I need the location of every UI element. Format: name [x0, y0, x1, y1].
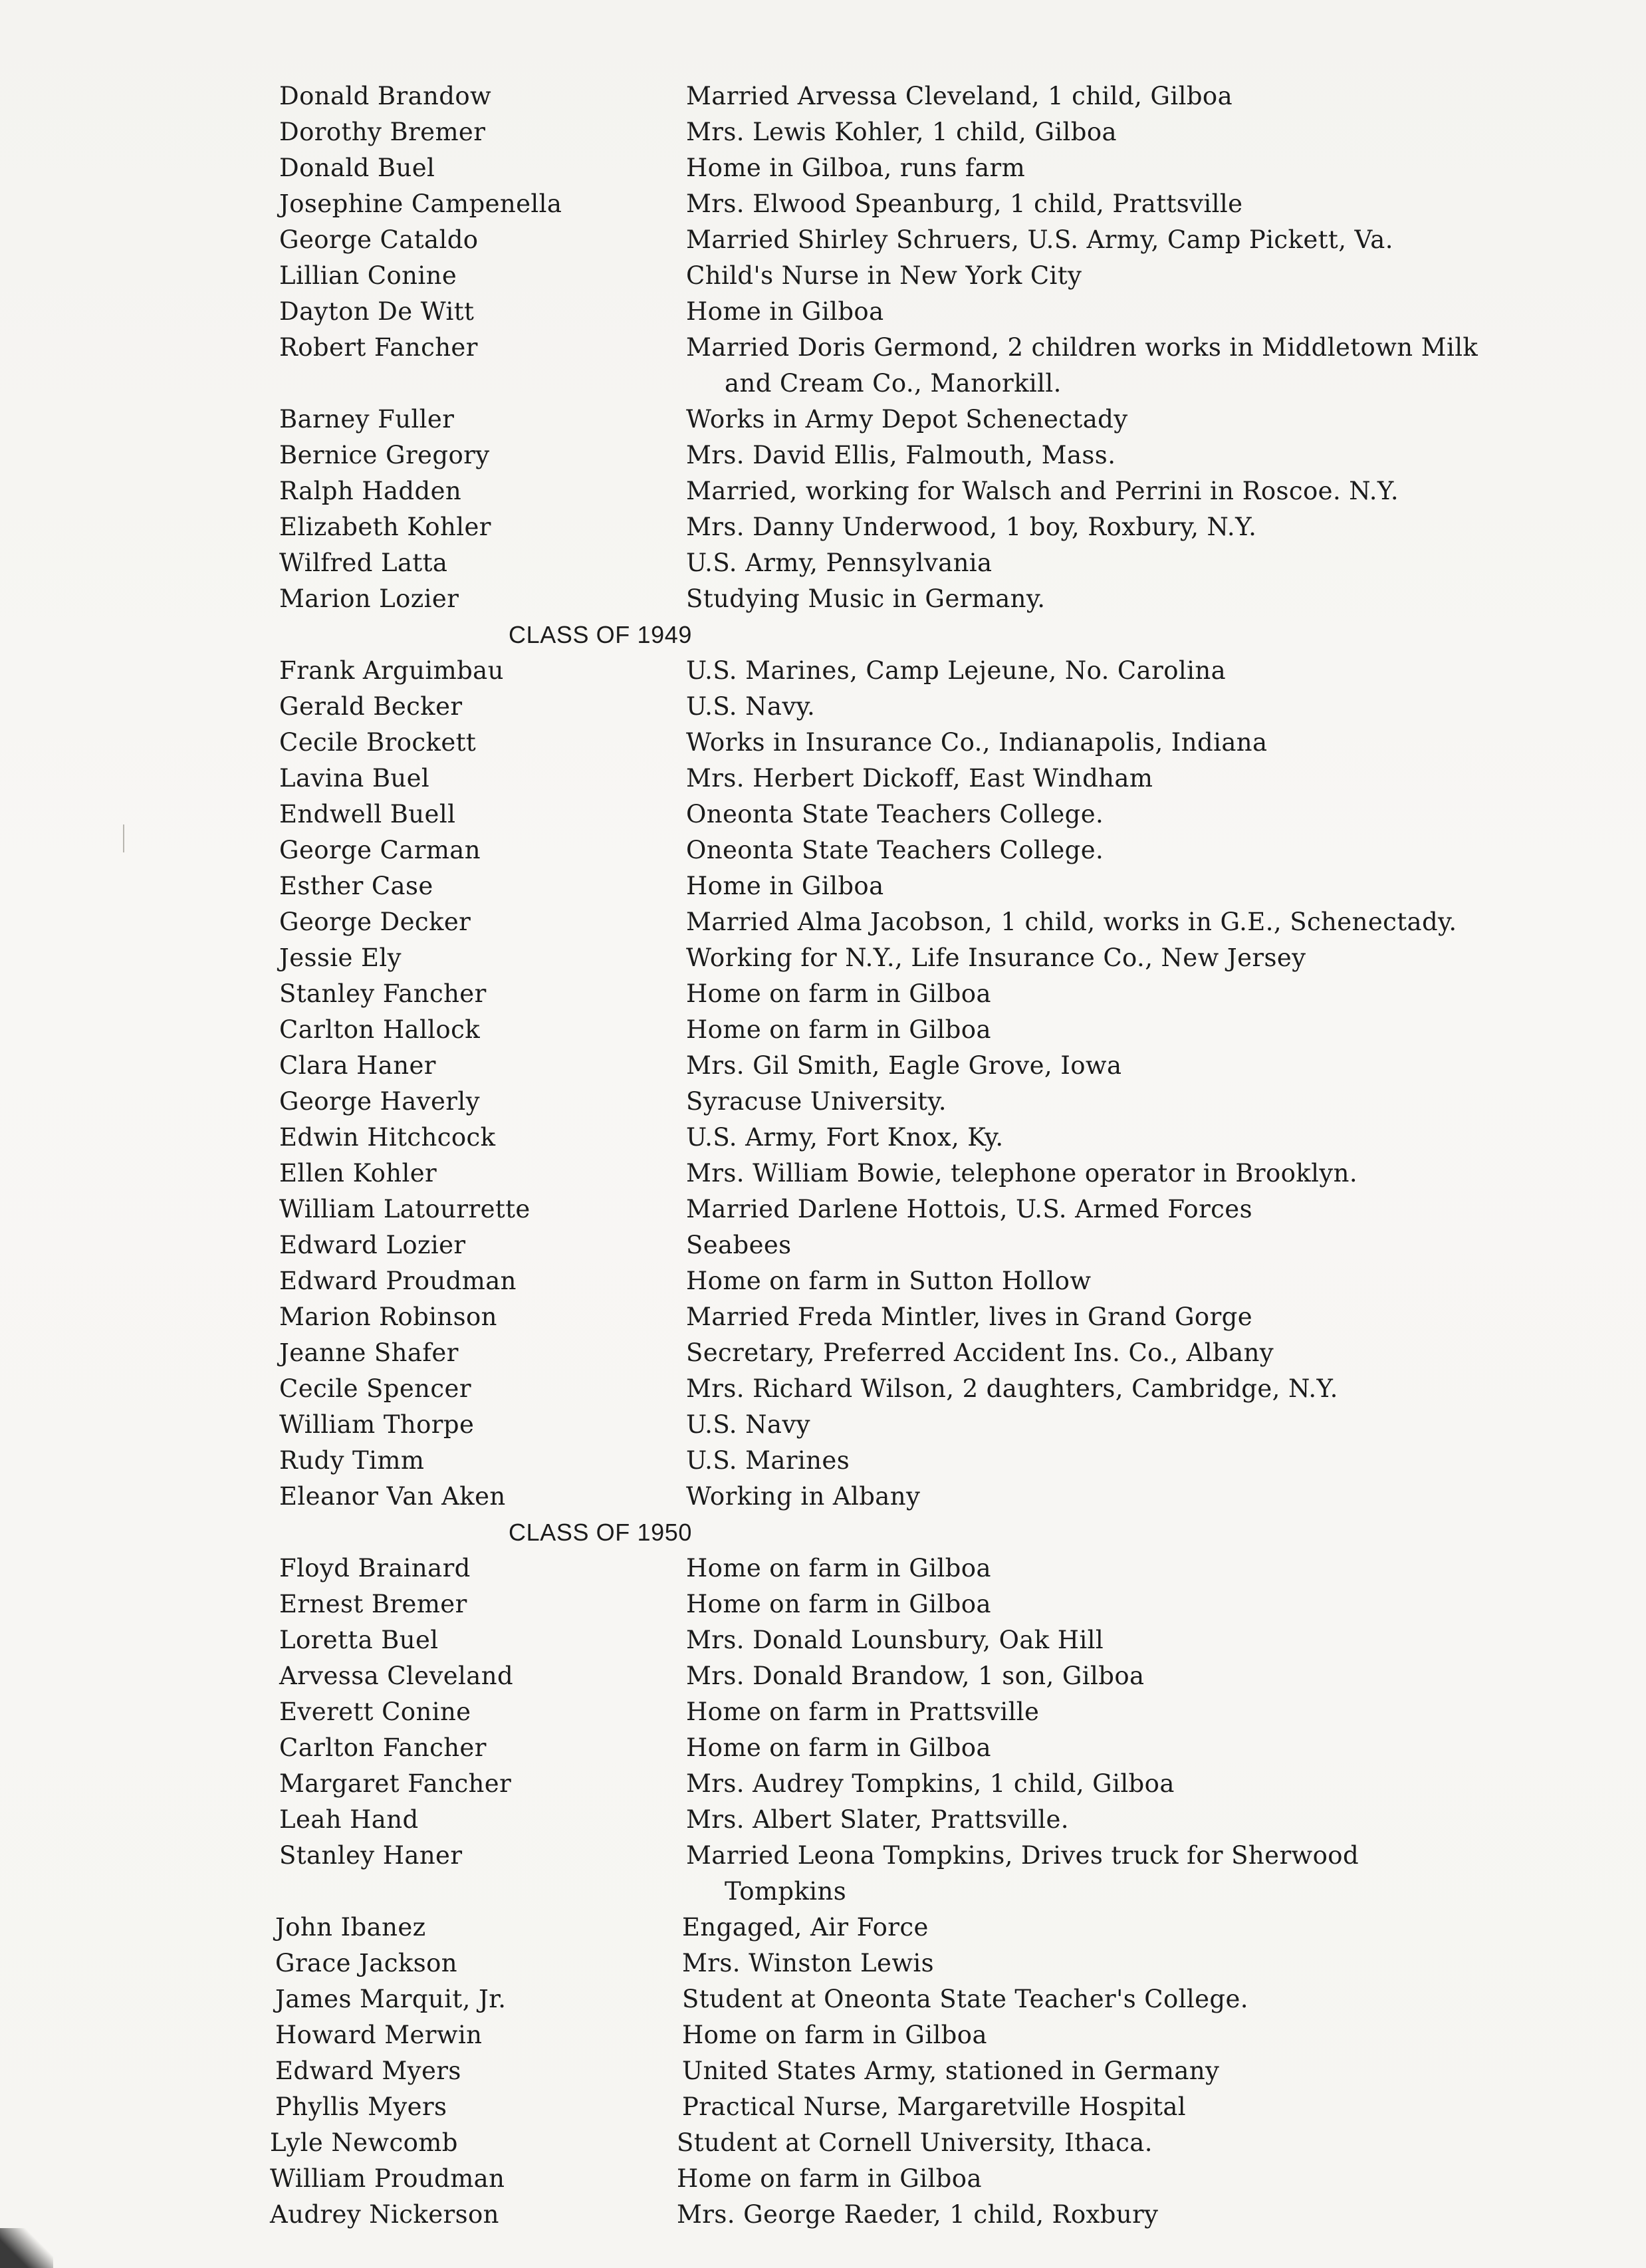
status-text: Mrs. David Ellis, Falmouth, Mass. — [686, 441, 1116, 469]
list-item — [279, 1658, 1542, 1694]
person-status — [686, 1192, 1542, 1227]
person-status — [686, 258, 1542, 294]
status-text: Works in Army Depot Schenectady — [686, 405, 1128, 434]
person-status — [686, 1048, 1542, 1084]
list-item — [279, 330, 1542, 402]
person-status — [686, 222, 1542, 258]
class-header: CLASS OF 1949 — [509, 621, 692, 648]
list-item — [279, 1479, 1542, 1515]
person-name: Marion Lozier — [279, 584, 459, 613]
person-status — [682, 1981, 1542, 2017]
person-name: Stanley Haner — [279, 1841, 463, 1870]
person-status — [686, 1551, 1542, 1586]
status-text: Home on farm in Gilboa — [686, 979, 991, 1008]
class-header: CLASS OF 1950 — [509, 1519, 692, 1546]
list-item — [279, 1192, 1542, 1227]
list-item — [275, 2017, 1542, 2053]
person-name: Eleanor Van Aken — [279, 1482, 506, 1511]
list-item — [275, 2089, 1542, 2125]
person-name: Cecile Brockett — [279, 728, 477, 757]
person-status — [686, 1299, 1542, 1335]
status-text: Home on farm in Prattsville — [686, 1698, 1040, 1726]
person-name: Esther Case — [279, 872, 433, 900]
list-item — [279, 1838, 1542, 1910]
person-name: Donald Brandow — [279, 82, 492, 110]
list-item — [279, 294, 1542, 330]
list-item — [270, 2197, 1542, 2233]
status-text: Married Shirley Schruers, U.S. Army, Camp Pickett, Va. — [686, 225, 1393, 254]
person-name: Edward Lozier — [279, 1231, 466, 1259]
person-status — [686, 653, 1542, 689]
status-text: Secretary, Preferred Accident Ins. Co., Albany — [686, 1338, 1274, 1367]
status-text: U.S. Navy. — [686, 692, 816, 721]
person-name: Ellen Kohler — [279, 1159, 437, 1188]
person-name: Rudy Timm — [279, 1446, 425, 1475]
person-status — [686, 186, 1542, 222]
list-item — [279, 868, 1542, 904]
status-text: Syracuse University. — [686, 1087, 947, 1116]
person-name: Bernice Gregory — [279, 441, 490, 469]
status-text-continuation: and Cream Co., Manorkill. — [725, 369, 1062, 398]
person-status — [686, 904, 1542, 940]
person-name: William Thorpe — [279, 1410, 475, 1439]
person-name: Lyle Newcomb — [270, 2128, 458, 2157]
status-text: Married Darlene Hottois, U.S. Armed Forces — [686, 1195, 1252, 1223]
status-text: U.S. Army, Pennsylvania — [686, 549, 993, 577]
status-text: Oneonta State Teachers College. — [686, 836, 1104, 864]
list-item — [279, 1694, 1542, 1730]
list-item — [279, 1335, 1542, 1371]
status-text-continuation: Tompkins — [725, 1877, 847, 1906]
list-item — [279, 1299, 1542, 1335]
list-item — [279, 1120, 1542, 1156]
person-status — [677, 2197, 1542, 2233]
person-name: Carlton Fancher — [279, 1733, 487, 1762]
status-text: Studying Music in Germany. — [686, 584, 1046, 613]
person-name: Ernest Bremer — [279, 1590, 467, 1618]
status-text: U.S. Army, Fort Knox, Ky. — [686, 1123, 1004, 1152]
list-item — [279, 1802, 1542, 1838]
class-section — [279, 617, 1542, 1515]
person-name: Margaret Fancher — [279, 1769, 512, 1798]
status-text: Mrs. Donald Lounsbury, Oak Hill — [686, 1626, 1104, 1654]
person-status — [686, 78, 1542, 114]
status-text: Married Arvessa Cleveland, 1 child, Gilboa — [686, 82, 1233, 110]
list-item — [275, 1981, 1542, 2017]
person-status — [686, 1156, 1542, 1192]
person-name: Floyd Brainard — [279, 1554, 471, 1582]
list-item — [279, 1407, 1542, 1443]
person-name: George Haverly — [279, 1087, 480, 1116]
person-name: Gerald Becker — [279, 692, 463, 721]
status-text: Child's Nurse in New York City — [686, 261, 1082, 290]
person-name: Barney Fuller — [279, 405, 455, 434]
list-item — [279, 1227, 1542, 1263]
person-status — [686, 1658, 1542, 1694]
status-text: Married Doris Germond, 2 children works in Middletown Milk — [686, 333, 1478, 362]
person-name: Lillian Conine — [279, 261, 457, 290]
status-text: Student at Oneonta State Teacher's College. — [682, 1985, 1248, 2013]
status-text: U.S. Marines — [686, 1446, 850, 1475]
list-item — [279, 1371, 1542, 1407]
person-status — [686, 509, 1542, 545]
status-text: Mrs. Lewis Kohler, 1 child, Gilboa — [686, 118, 1117, 146]
status-text: U.S. Navy — [686, 1410, 810, 1439]
person-status — [686, 761, 1542, 797]
list-item — [279, 402, 1542, 438]
status-text: Mrs. Herbert Dickoff, East Windham — [686, 764, 1153, 793]
list-item — [279, 438, 1542, 473]
list-item — [275, 2053, 1542, 2089]
person-name: Audrey Nickerson — [270, 2200, 499, 2229]
person-name: George Cataldo — [279, 225, 479, 254]
person-name: Edward Proudman — [279, 1267, 517, 1295]
person-status — [682, 1946, 1542, 1981]
person-name: James Marquit, Jr. — [275, 1985, 507, 2013]
person-status — [686, 1227, 1542, 1263]
person-status — [677, 2125, 1542, 2161]
person-status — [686, 1766, 1542, 1802]
status-text: United States Army, stationed in Germany — [682, 2057, 1220, 2085]
list-item — [279, 761, 1542, 797]
person-status — [686, 1586, 1542, 1622]
status-text: Student at Cornell University, Ithaca. — [677, 2128, 1153, 2157]
person-name: George Carman — [279, 836, 481, 864]
person-name: Edwin Hitchcock — [279, 1123, 496, 1152]
person-status — [686, 832, 1542, 868]
list-item — [279, 545, 1542, 581]
person-status — [686, 1407, 1542, 1443]
person-name: William Latourrette — [279, 1195, 530, 1223]
list-item — [279, 186, 1542, 222]
list-item — [279, 258, 1542, 294]
person-status — [686, 545, 1542, 581]
person-status — [686, 1802, 1542, 1838]
person-name: Josephine Campenella — [279, 189, 562, 218]
person-name: Loretta Buel — [279, 1626, 439, 1654]
person-name: Everett Conine — [279, 1698, 471, 1726]
person-name: Howard Merwin — [275, 2021, 483, 2049]
person-status — [686, 1479, 1542, 1515]
person-name: Jeanne Shafer — [279, 1338, 459, 1367]
list-item — [279, 976, 1542, 1012]
person-status — [682, 2017, 1542, 2053]
status-text: Home in Gilboa — [686, 297, 884, 326]
list-item — [279, 222, 1542, 258]
status-text: Practical Nurse, Margaretville Hospital — [682, 2092, 1187, 2121]
list-item — [279, 1084, 1542, 1120]
list-item — [279, 581, 1542, 617]
person-status — [686, 438, 1542, 473]
list-item — [279, 78, 1542, 114]
person-status — [686, 330, 1542, 402]
status-text: Married Alma Jacobson, 1 child, works in G.E., Schenectady. — [686, 908, 1457, 936]
person-status — [686, 402, 1542, 438]
person-status — [686, 114, 1542, 150]
list-item — [279, 1586, 1542, 1622]
person-status — [686, 1371, 1542, 1407]
list-item — [270, 2161, 1542, 2197]
list-item — [279, 114, 1542, 150]
person-status — [686, 689, 1542, 725]
person-status — [686, 1694, 1542, 1730]
person-name: Robert Fancher — [279, 333, 478, 362]
list-item — [279, 689, 1542, 725]
list-item — [279, 797, 1542, 832]
status-text: Home on farm in Gilboa — [686, 1554, 991, 1582]
status-text: Mrs. Richard Wilson, 2 daughters, Cambridge, N.Y. — [686, 1374, 1338, 1403]
person-status — [682, 2053, 1542, 2089]
status-text: Works in Insurance Co., Indianapolis, Indiana — [686, 728, 1268, 757]
list-item — [279, 473, 1542, 509]
status-text: Mrs. Donald Brandow, 1 son, Gilboa — [686, 1662, 1145, 1690]
list-item — [279, 1012, 1542, 1048]
person-status — [686, 1335, 1542, 1371]
list-item — [279, 653, 1542, 689]
person-name: Dorothy Bremer — [279, 118, 486, 146]
status-text: Home on farm in Gilboa — [686, 1015, 991, 1044]
status-text: Married Leona Tompkins, Drives truck for Sherwood — [686, 1841, 1359, 1870]
list-item — [279, 940, 1542, 976]
status-text: Home on farm in Gilboa — [677, 2164, 982, 2193]
status-text: Mrs. Danny Underwood, 1 boy, Roxbury, N.Y. — [686, 513, 1257, 541]
list-item — [279, 1443, 1542, 1479]
person-name: George Decker — [279, 908, 471, 936]
person-name: Dayton De Witt — [279, 297, 475, 326]
status-text: Mrs. George Raeder, 1 child, Roxbury — [677, 2200, 1159, 2229]
status-text: Married Freda Mintler, lives in Grand Gorge — [686, 1303, 1253, 1331]
status-text: Working for N.Y., Life Insurance Co., New Jersey — [686, 944, 1306, 972]
person-name: Arvessa Cleveland — [279, 1662, 514, 1690]
status-text: Home on farm in Gilboa — [686, 1590, 991, 1618]
list-item — [279, 1766, 1542, 1802]
person-name: Marion Robinson — [279, 1303, 497, 1331]
person-name: William Proudman — [270, 2164, 505, 2193]
person-name: Cecile Spencer — [279, 1374, 471, 1403]
person-status — [686, 1120, 1542, 1156]
status-text: Oneonta State Teachers College. — [686, 800, 1104, 828]
list-item — [275, 1910, 1542, 1946]
person-name: John Ibanez — [275, 1913, 426, 1942]
person-name: Ralph Hadden — [279, 477, 462, 505]
status-text: Home in Gilboa — [686, 872, 884, 900]
person-name: Grace Jackson — [275, 1949, 458, 1977]
person-name: Lavina Buel — [279, 764, 430, 793]
list-item — [279, 1263, 1542, 1299]
person-name: Wilfred Latta — [279, 549, 448, 577]
list-item — [279, 1622, 1542, 1658]
person-name: Carlton Hallock — [279, 1015, 481, 1044]
person-status — [677, 2161, 1542, 2197]
person-status — [686, 797, 1542, 832]
list-item — [279, 1048, 1542, 1084]
person-status — [686, 473, 1542, 509]
list-item — [279, 1730, 1542, 1766]
status-text: Mrs. Audrey Tompkins, 1 child, Gilboa — [686, 1769, 1175, 1798]
person-name: Elizabeth Kohler — [279, 513, 491, 541]
status-text: Mrs. Gil Smith, Eagle Grove, Iowa — [686, 1051, 1122, 1080]
list-item — [270, 2125, 1542, 2161]
person-name: Stanley Fancher — [279, 979, 487, 1008]
list-item — [275, 1946, 1542, 1981]
person-name: Endwell Buell — [279, 800, 456, 828]
status-text: Home in Gilboa, runs farm — [686, 154, 1026, 182]
list-item — [279, 904, 1542, 940]
status-text: Married, working for Walsch and Perrini in Roscoe. N.Y. — [686, 477, 1399, 505]
person-status — [686, 1263, 1542, 1299]
person-status — [686, 940, 1542, 976]
scan-corner-shadow — [0, 2228, 53, 2268]
paper-mark — [123, 824, 124, 852]
list-item — [279, 1551, 1542, 1586]
person-status — [686, 1443, 1542, 1479]
person-status — [686, 1084, 1542, 1120]
person-status — [686, 1622, 1542, 1658]
person-status — [686, 976, 1542, 1012]
list-item — [279, 832, 1542, 868]
status-text: Home on farm in Gilboa — [686, 1733, 991, 1762]
status-text: U.S. Marines, Camp Lejeune, No. Carolina — [686, 656, 1227, 685]
person-name: Leah Hand — [279, 1805, 419, 1834]
class-section — [279, 78, 1542, 617]
person-name: Jessie Ely — [279, 944, 402, 972]
person-status — [686, 150, 1542, 186]
person-status — [686, 868, 1542, 904]
person-status — [686, 294, 1542, 330]
person-status — [686, 581, 1542, 617]
person-name: Frank Arguimbau — [279, 656, 504, 685]
class-section — [270, 1515, 1542, 2233]
alumni-list — [270, 78, 1542, 2233]
list-item — [279, 725, 1542, 761]
person-status — [686, 1730, 1542, 1766]
status-text: Engaged, Air Force — [682, 1913, 929, 1942]
status-text: Mrs. Albert Slater, Prattsville. — [686, 1805, 1069, 1834]
status-text: Mrs. Elwood Speanburg, 1 child, Prattsville — [686, 189, 1243, 218]
person-name: Phyllis Myers — [275, 2092, 447, 2121]
person-status — [686, 1012, 1542, 1048]
person-status — [686, 1838, 1542, 1910]
person-name: Clara Haner — [279, 1051, 436, 1080]
person-name: Edward Myers — [275, 2057, 461, 2085]
person-status — [682, 2089, 1542, 2125]
list-item — [279, 509, 1542, 545]
list-item — [279, 150, 1542, 186]
status-text: Mrs. William Bowie, telephone operator in Brooklyn. — [686, 1159, 1358, 1188]
status-text: Mrs. Winston Lewis — [682, 1949, 935, 1977]
person-status — [682, 1910, 1542, 1946]
status-text: Working in Albany — [686, 1482, 921, 1511]
status-text: Seabees — [686, 1231, 792, 1259]
person-status — [686, 725, 1542, 761]
status-text: Home on farm in Sutton Hollow — [686, 1267, 1092, 1295]
person-name: Donald Buel — [279, 154, 435, 182]
status-text: Home on farm in Gilboa — [682, 2021, 987, 2049]
list-item — [279, 1156, 1542, 1192]
